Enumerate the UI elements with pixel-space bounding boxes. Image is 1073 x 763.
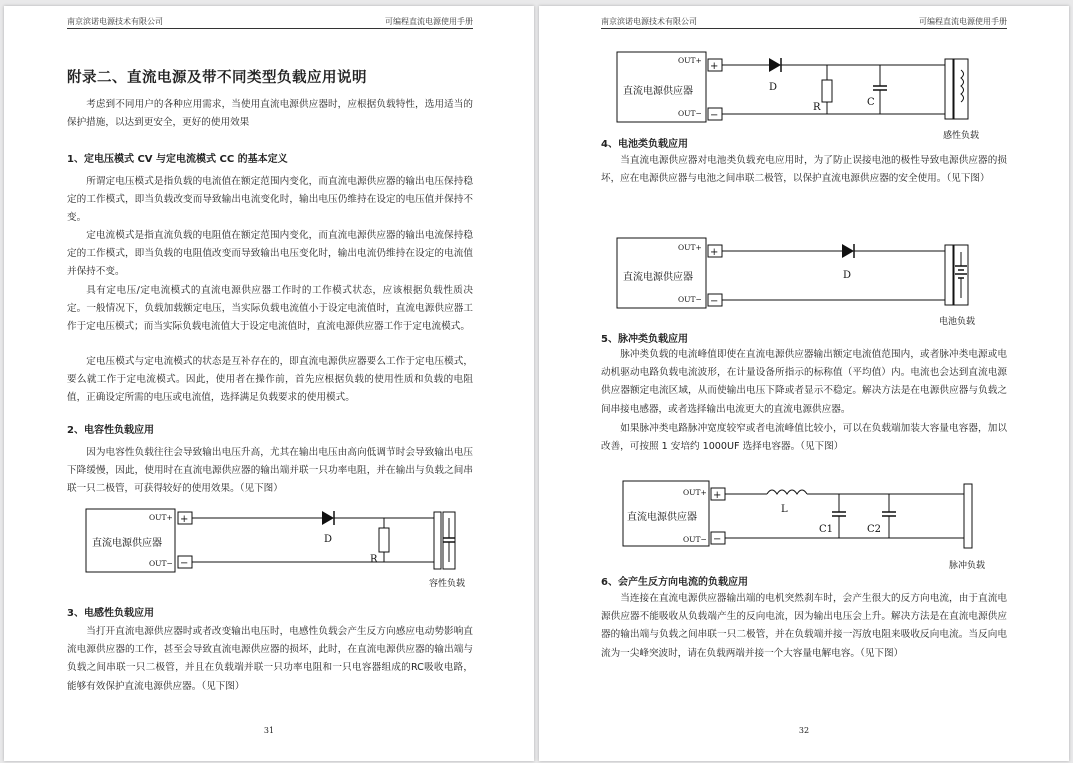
section-4-para-1: 当直流电源供应器对电池类负载充电应用时，为了防止误接电池的极性导致电源供应器的损坏，应在电源供应器与电池之间串联二极管，以保护直流电源供应器的安全使用。（见下图） [601, 155, 1007, 185]
section-5-heading: 5、脉冲类负载应用 [601, 334, 688, 345]
inductor-label: L [781, 504, 788, 515]
header-company: 南京滨诺电源技术有限公司 [601, 17, 697, 26]
section-6-para-1: 当连接在直流电源供应器输出端的电机突然刹车时，会产生很大的反方向电流，由于直流电源供应器不能吸收从负载端产生的反向电流，因为输出电压会上升。解决方法是在直流电源供应器的输出端与负载之间串联一只二极管，并在负载端并接一泻放电阻来吸收反向电流。当反向电流为一尖峰突波时，请在负载两端并接一个大容量电解电容。（见下图） [601, 593, 1007, 659]
load-block [964, 484, 972, 548]
page-31 [4, 6, 534, 761]
c1-label: C1 [819, 524, 834, 535]
capacitive-load-circuit [84, 506, 474, 591]
diode-label: D [324, 534, 333, 545]
resistor-label: R [813, 102, 821, 113]
page-number-31: 31 [263, 726, 275, 735]
svg-text:−: − [180, 558, 189, 569]
svg-text:+: + [710, 61, 719, 72]
diode-label: D [769, 82, 778, 93]
header-rule [67, 28, 473, 29]
appendix-title: 附录二、直流电源及带不同类型负载应用说明 [67, 70, 367, 86]
inductive-load-circuit [615, 50, 1005, 140]
supply-label: 直流电源供应器 [92, 538, 162, 549]
out-neg-label: OUT− [149, 559, 173, 568]
section-3-heading: 3、电感性负载应用 [67, 608, 154, 619]
section-5-para-1: 脉冲类负载的电流峰值即使在直流电源供应器输出额定电流值范围内，或者脉冲类电源或电动机驱动电路负载电流波形，在计量设备所指示的标称值（平均值）内。电流也会达到直流电源供应器额定电流区域，从而使输出电压下降或者显示不稳定。解决方法是在电源供应器与负载之间串接电感器，或者选择输出电流更大的直流电源供应器。 [601, 349, 1007, 415]
svg-text:+: + [180, 514, 189, 525]
diode-symbol [322, 511, 334, 525]
c2-label: C2 [867, 524, 882, 535]
supply-label: 直流电源供应器 [623, 272, 693, 283]
out-pos-label: OUT+ [683, 488, 707, 497]
header-manual-title: 可编程直流电源使用手册 [919, 17, 1007, 26]
header-rule [601, 28, 1007, 29]
section-1-para-4: 定电压模式与定电流模式的状态是互补存在的，即直流电源供应器要么工作于定电压模式，要么就工作于定电流模式。因此，使用者在操作前，首先应根据负载的使用性质和负载的电阻值，正确设定所需的电压或电流值，选择满足负载要求的使用模式。 [67, 356, 473, 404]
section-4-heading: 4、电池类负载应用 [601, 139, 688, 150]
diode-symbol [769, 58, 781, 72]
inductor-coil-symbol [961, 70, 964, 102]
header-company: 南京滨诺电源技术有限公司 [67, 17, 163, 26]
section-2-heading: 2、电容性负载应用 [67, 425, 154, 436]
pulse-load-circuit [619, 476, 1009, 571]
resistor-symbol [822, 80, 832, 102]
svg-text:−: − [713, 534, 722, 545]
section-5-para-2: 如果脉冲类电路脉冲宽度较窄或者电流峰值比较小，可以在负载端加装大容量电容器，加以改善，可按照 1 安培约 1000UF 选择电容器。（见下图） [601, 423, 1007, 453]
capacitor-label: C [867, 97, 875, 108]
inductor-symbol [767, 490, 807, 494]
load-terminal-block [434, 512, 441, 569]
out-neg-label: OUT− [678, 295, 702, 304]
load-caption: 电池负载 [939, 317, 976, 327]
intro-paragraph: 考虑到不同用户的各种应用需求，当使用直流电源供应器时，应根据负载特性，选用适当的保护措施，以达到更安全，更好的使用效果 [67, 99, 473, 129]
diode-symbol [842, 244, 854, 258]
section-3-para-1: 当打开直流电源供应器时或者改变输出电压时，电感性负载会产生反方向感应电动势影响直流电源供应器的工作，甚至会导致直流电源供应器的损坏，此时，在直流电源供应器的输出端与负载之间串联一只二极管，并且在负载端并联一只功率电阻和一只电容器组成的RC吸收电路，能够有效保护直流电源供应器。（见下图） [67, 626, 473, 692]
section-1-para-3: 具有定电压/定电流模式的直流电源供应器工作时的工作模式状态，应该根据负载性质决定。一般情况下，负载加载额定电压，当实际负载电流值小于设定电流值时，直流电源供应器工作于定电压模式；而当实际负载电流值大于设定电流值时，直流电源供应器工作于定电流模式。 [67, 285, 473, 333]
svg-text:−: − [710, 296, 719, 307]
out-pos-label: OUT+ [149, 513, 173, 522]
resistor-label: R [370, 554, 378, 565]
diode-label: D [843, 270, 852, 281]
out-pos-label: OUT+ [678, 243, 702, 252]
out-pos-label: OUT+ [678, 56, 702, 65]
battery-load-circuit [615, 236, 1005, 326]
header-manual-title: 可编程直流电源使用手册 [385, 17, 473, 26]
resistor-symbol [379, 528, 389, 552]
section-1-heading: 1、定电压模式 CV 与定电流模式 CC 的基本定义 [67, 154, 288, 165]
supply-label: 直流电源供应器 [627, 512, 697, 523]
section-2-para-1: 因为电容性负载往往会导致输出电压升高，尤其在输出电压由高向低调节时会导致输出电压下降缓慢，因此，使用时在直流电源供应器的输出端并联一只功率电阻，并在输出与负载之间串联一只二极管，可获得较好的使用效果。（见下图） [67, 447, 473, 495]
load-caption: 容性负载 [429, 579, 466, 589]
svg-text:+: + [710, 247, 719, 258]
section-6-heading: 6、会产生反方向电流的负载应用 [601, 577, 748, 588]
supply-label: 直流电源供应器 [623, 86, 693, 97]
svg-text:+: + [713, 490, 722, 501]
section-1-para-2: 定电流模式是指直流负载的电阻值在额定范围内变化，而直流电源供应器的输出电流保持稳定的工作模式，即当负载的电阻值改变而导致输出电压变化时，输出电流仍维持在设定的电流值并保持不变。 [67, 230, 473, 278]
out-neg-label: OUT− [678, 109, 702, 118]
load-caption: 感性负载 [943, 131, 980, 141]
out-neg-label: OUT− [683, 535, 707, 544]
page-number-32: 32 [798, 726, 810, 735]
page-32 [539, 6, 1069, 761]
load-caption: 脉冲负载 [949, 561, 986, 571]
section-1-para-1: 所谓定电压模式是指负载的电流值在额定范围内变化，而直流电源供应器的输出电压保持稳定的工作模式，即当负载改变而导致输出电流变化时，输出电压仍维持在设定的电压值并保持不变。 [67, 176, 473, 224]
svg-text:−: − [710, 110, 719, 121]
